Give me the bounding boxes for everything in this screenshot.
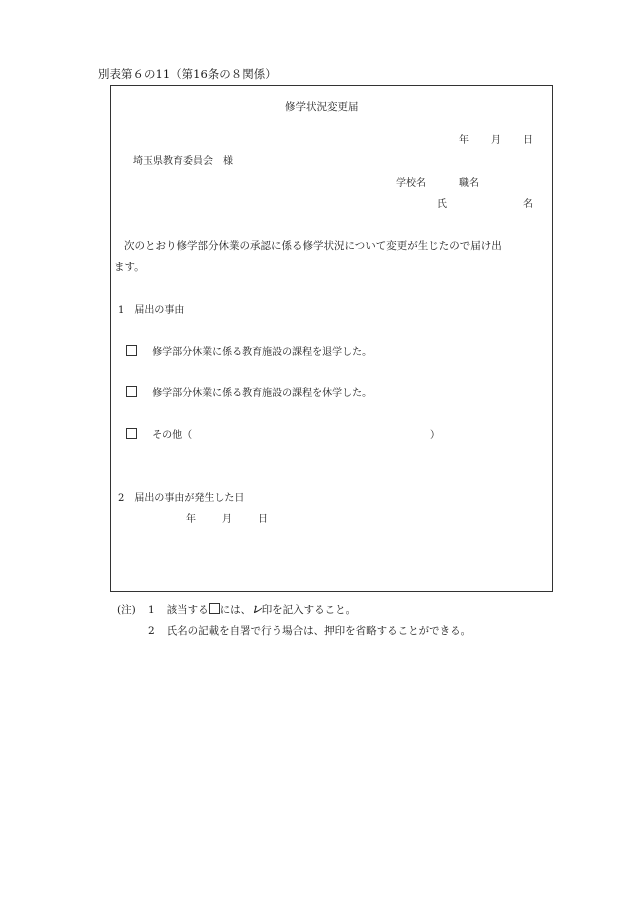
- checkbox-withdrawn[interactable]: [126, 345, 137, 356]
- name-given-label: 名: [523, 199, 533, 210]
- event-date-month: 月: [222, 514, 232, 525]
- event-date-day: 日: [258, 514, 268, 525]
- body-text-line1: 次のとおり修学部分休業の承認に係る修学状況について変更が生じたので届け出: [124, 240, 502, 252]
- form-header: 別表第６の11（第16条の８関係）: [98, 67, 277, 81]
- option-other: [126, 426, 192, 441]
- note-2-num: 2: [148, 625, 155, 637]
- addressee: 埼玉県教育委員会 様: [133, 156, 233, 167]
- name-family-label: 氏: [437, 199, 447, 210]
- note-checkbox-symbol: [209, 603, 220, 614]
- body-text-line2: ます。: [114, 261, 145, 273]
- note-1-text-after: 印を記入すること。: [261, 604, 357, 616]
- section2-heading: 2 届出の事由が発生した日: [118, 493, 245, 504]
- form-title: 修学状況変更届: [285, 101, 359, 113]
- option-other-label: その他（: [152, 430, 193, 441]
- section1-heading: 1 届出の事由: [118, 305, 185, 316]
- note-1-text-before: 該当する: [166, 604, 209, 616]
- note-1-text-middle: には、: [219, 604, 252, 616]
- option-withdrawn: [126, 343, 372, 358]
- checkbox-other[interactable]: [126, 428, 137, 439]
- date-month: 月: [491, 135, 501, 146]
- note-1-num: 1: [148, 604, 155, 616]
- note-2: [148, 623, 471, 638]
- note-1: [148, 602, 356, 617]
- checkbox-leave[interactable]: [126, 386, 137, 397]
- school-label: 学校名: [396, 178, 426, 189]
- option-leave-label: 修学部分休業に係る教育施設の課程を休学した。: [152, 388, 373, 399]
- position-label: 職名: [459, 178, 479, 189]
- option-leave: [126, 384, 372, 399]
- option-other-close: ）: [430, 430, 440, 441]
- date-day: 日: [523, 135, 533, 146]
- notes-label: (注): [117, 604, 136, 616]
- date-year: 年: [459, 135, 469, 146]
- event-date-year: 年: [186, 514, 196, 525]
- checkmark-symbol: レ: [251, 604, 262, 616]
- note-2-text: 氏名の記載を自署で行う場合は、押印を省略することができる。: [166, 625, 472, 637]
- option-withdrawn-label: 修学部分休業に係る教育施設の課程を退学した。: [152, 347, 373, 358]
